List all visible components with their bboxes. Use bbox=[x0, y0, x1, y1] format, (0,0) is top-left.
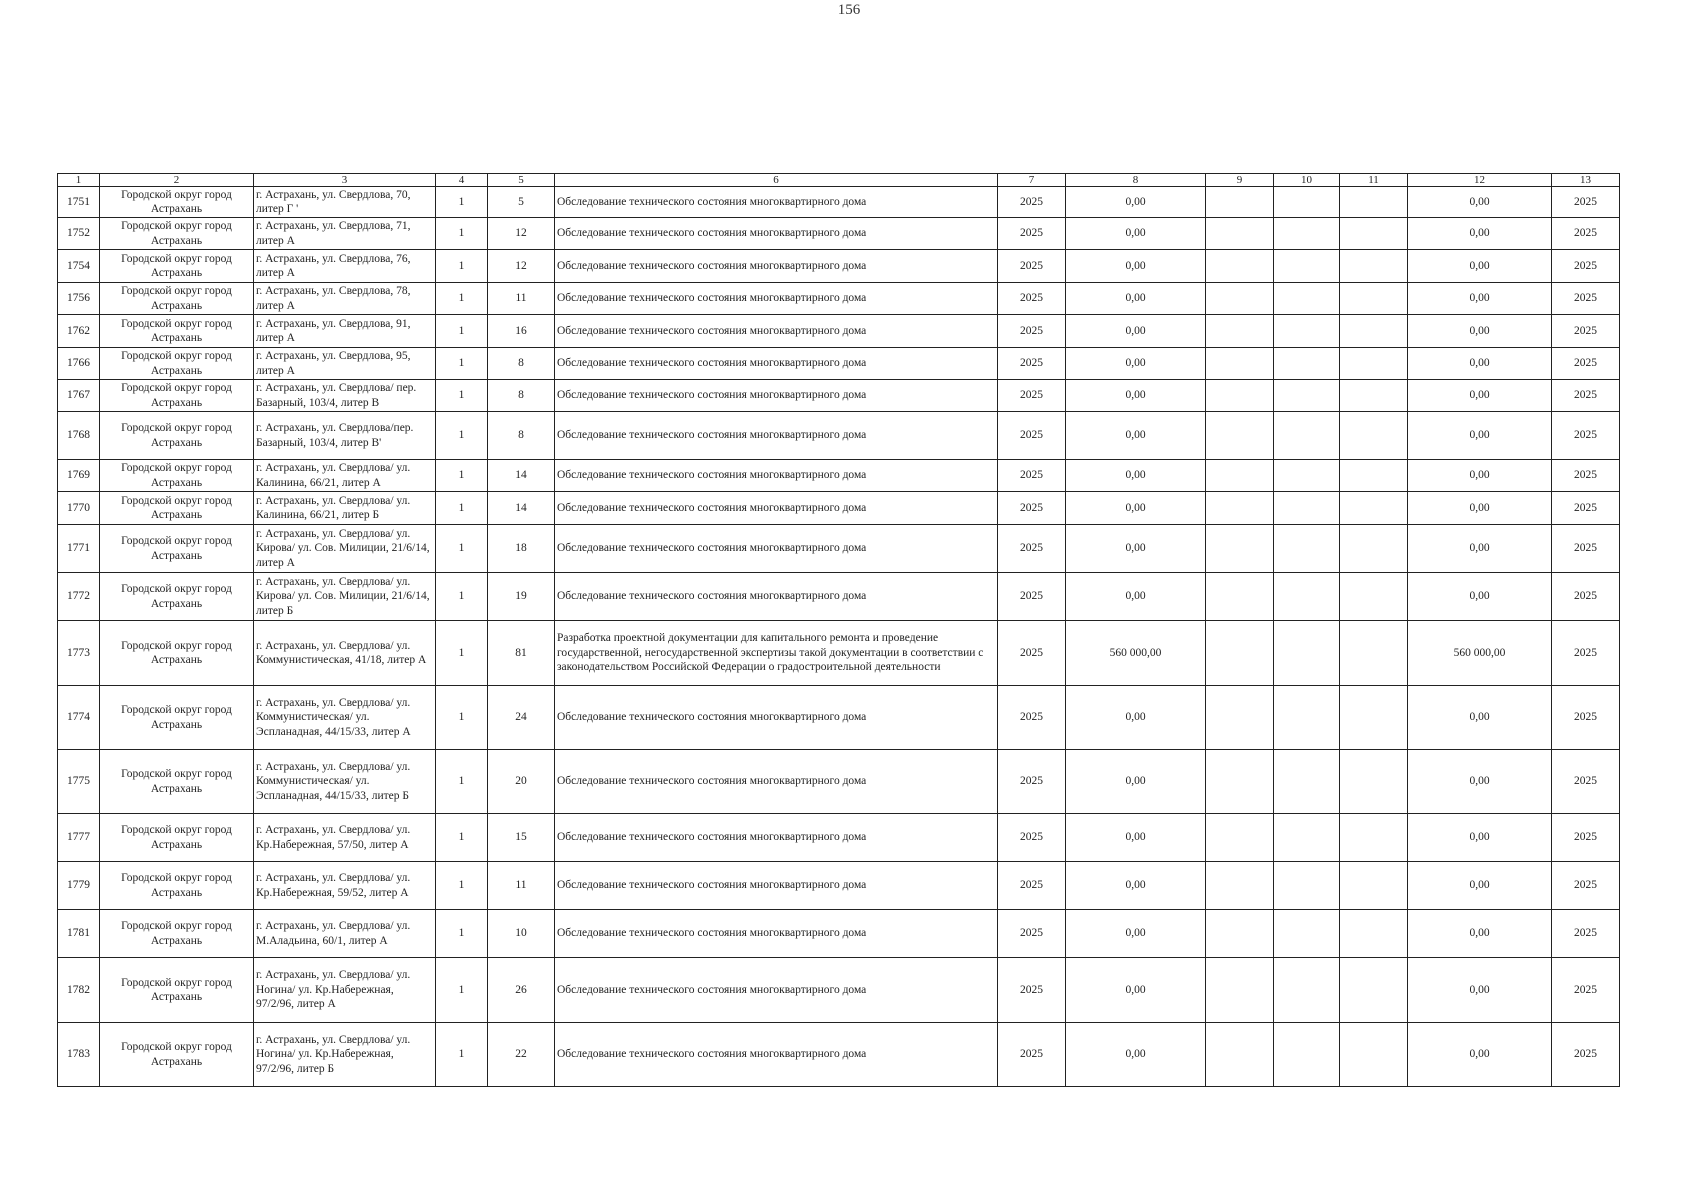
col12-cell: 0,00 bbox=[1408, 1023, 1552, 1087]
col13-cell: 2025 bbox=[1552, 380, 1620, 412]
col13-cell: 2025 bbox=[1552, 1023, 1620, 1087]
table-row bbox=[58, 814, 1620, 862]
row-number-cell: 1783 bbox=[58, 1023, 100, 1087]
row-number-cell: 1777 bbox=[58, 814, 100, 862]
table-row bbox=[58, 250, 1620, 283]
col10-cell bbox=[1274, 250, 1340, 283]
column-header-9: 9 bbox=[1206, 174, 1274, 187]
col12-cell: 560 000,00 bbox=[1408, 621, 1552, 686]
col5-cell: 20 bbox=[488, 750, 555, 814]
col13-cell: 2025 bbox=[1552, 315, 1620, 348]
col13-cell: 2025 bbox=[1552, 750, 1620, 814]
col4-cell: 1 bbox=[436, 250, 488, 283]
cost-cell: 0,00 bbox=[1066, 862, 1206, 910]
work-type-cell: Обследование технического состояния многоквартирного дома bbox=[555, 283, 998, 315]
address-cell: г. Астрахань, ул. Свердлова/ ул. Кирова/ ул. Сов. Милиции, 21/6/14, литер Б bbox=[254, 573, 436, 621]
work-type-cell: Обследование технического состояния многоквартирного дома bbox=[555, 348, 998, 380]
column-header-10: 10 bbox=[1274, 174, 1340, 187]
col9-cell bbox=[1206, 621, 1274, 686]
address-cell: г. Астрахань, ул. Свердлова, 91, литер А bbox=[254, 315, 436, 348]
col4-cell: 1 bbox=[436, 315, 488, 348]
year-cell: 2025 bbox=[998, 525, 1066, 573]
col5-cell: 14 bbox=[488, 492, 555, 525]
col12-cell: 0,00 bbox=[1408, 412, 1552, 460]
municipality-cell: Городской округ город Астрахань bbox=[100, 380, 254, 412]
col4-cell: 1 bbox=[436, 460, 488, 492]
col11-cell bbox=[1340, 250, 1408, 283]
column-header-11: 11 bbox=[1340, 174, 1408, 187]
year-cell: 2025 bbox=[998, 686, 1066, 750]
column-header-4: 4 bbox=[436, 174, 488, 187]
col9-cell bbox=[1206, 814, 1274, 862]
municipality-cell: Городской округ город Астрахань bbox=[100, 686, 254, 750]
col11-cell bbox=[1340, 525, 1408, 573]
year-cell: 2025 bbox=[998, 283, 1066, 315]
col10-cell bbox=[1274, 218, 1340, 250]
col12-cell: 0,00 bbox=[1408, 315, 1552, 348]
address-cell: г. Астрахань, ул. Свердлова/ ул. Кирова/ ул. Сов. Милиции, 21/6/14, литер А bbox=[254, 525, 436, 573]
col13-cell: 2025 bbox=[1552, 460, 1620, 492]
table-row bbox=[58, 525, 1620, 573]
row-number-cell: 1768 bbox=[58, 412, 100, 460]
work-type-cell: Обследование технического состояния многоквартирного дома bbox=[555, 250, 998, 283]
address-cell: г. Астрахань, ул. Свердлова/ ул. Кр.Набережная, 57/50, литер А bbox=[254, 814, 436, 862]
year-cell: 2025 bbox=[998, 958, 1066, 1023]
col12-cell: 0,00 bbox=[1408, 250, 1552, 283]
col5-cell: 24 bbox=[488, 686, 555, 750]
work-type-cell: Обследование технического состояния многоквартирного дома bbox=[555, 958, 998, 1023]
column-header-6: 6 bbox=[555, 174, 998, 187]
col5-cell: 26 bbox=[488, 958, 555, 1023]
col11-cell bbox=[1340, 187, 1408, 218]
cost-cell: 0,00 bbox=[1066, 380, 1206, 412]
municipality-cell: Городской округ город Астрахань bbox=[100, 492, 254, 525]
col13-cell: 2025 bbox=[1552, 621, 1620, 686]
year-cell: 2025 bbox=[998, 187, 1066, 218]
col12-cell: 0,00 bbox=[1408, 218, 1552, 250]
col9-cell bbox=[1206, 250, 1274, 283]
col4-cell: 1 bbox=[436, 218, 488, 250]
col4-cell: 1 bbox=[436, 910, 488, 958]
address-cell: г. Астрахань, ул. Свердлова, 70, литер Г ' bbox=[254, 187, 436, 218]
row-number-cell: 1775 bbox=[58, 750, 100, 814]
year-cell: 2025 bbox=[998, 621, 1066, 686]
work-type-cell: Обследование технического состояния многоквартирного дома bbox=[555, 218, 998, 250]
cost-cell: 0,00 bbox=[1066, 187, 1206, 218]
col13-cell: 2025 bbox=[1552, 348, 1620, 380]
col9-cell bbox=[1206, 525, 1274, 573]
col4-cell: 1 bbox=[436, 750, 488, 814]
col5-cell: 22 bbox=[488, 1023, 555, 1087]
address-cell: г. Астрахань, ул. Свердлова, 71, литер А bbox=[254, 218, 436, 250]
col9-cell bbox=[1206, 1023, 1274, 1087]
row-number-cell: 1756 bbox=[58, 283, 100, 315]
col12-cell: 0,00 bbox=[1408, 525, 1552, 573]
col13-cell: 2025 bbox=[1552, 862, 1620, 910]
address-cell: г. Астрахань, ул. Свердлова, 78, литер А bbox=[254, 283, 436, 315]
cost-cell: 0,00 bbox=[1066, 492, 1206, 525]
col9-cell bbox=[1206, 862, 1274, 910]
col9-cell bbox=[1206, 492, 1274, 525]
cost-cell: 0,00 bbox=[1066, 1023, 1206, 1087]
table-body bbox=[58, 187, 1620, 1087]
col13-cell: 2025 bbox=[1552, 412, 1620, 460]
col10-cell bbox=[1274, 283, 1340, 315]
col12-cell: 0,00 bbox=[1408, 492, 1552, 525]
col13-cell: 2025 bbox=[1552, 250, 1620, 283]
municipality-cell: Городской округ город Астрахань bbox=[100, 1023, 254, 1087]
col11-cell bbox=[1340, 910, 1408, 958]
col5-cell: 11 bbox=[488, 283, 555, 315]
row-number-cell: 1754 bbox=[58, 250, 100, 283]
col10-cell bbox=[1274, 348, 1340, 380]
col12-cell: 0,00 bbox=[1408, 380, 1552, 412]
year-cell: 2025 bbox=[998, 1023, 1066, 1087]
col4-cell: 1 bbox=[436, 814, 488, 862]
municipality-cell: Городской округ город Астрахань bbox=[100, 958, 254, 1023]
col11-cell bbox=[1340, 621, 1408, 686]
address-cell: г. Астрахань, ул. Свердлова/ ул. Коммунистическая, 41/18, литер А bbox=[254, 621, 436, 686]
col10-cell bbox=[1274, 412, 1340, 460]
col13-cell: 2025 bbox=[1552, 187, 1620, 218]
table-row bbox=[58, 862, 1620, 910]
col9-cell bbox=[1206, 348, 1274, 380]
cost-cell: 0,00 bbox=[1066, 412, 1206, 460]
col5-cell: 19 bbox=[488, 573, 555, 621]
year-cell: 2025 bbox=[998, 910, 1066, 958]
table-row bbox=[58, 218, 1620, 250]
municipality-cell: Городской округ город Астрахань bbox=[100, 910, 254, 958]
column-header-2: 2 bbox=[100, 174, 254, 187]
col13-cell: 2025 bbox=[1552, 218, 1620, 250]
column-header-3: 3 bbox=[254, 174, 436, 187]
row-number-cell: 1779 bbox=[58, 862, 100, 910]
col12-cell: 0,00 bbox=[1408, 686, 1552, 750]
year-cell: 2025 bbox=[998, 750, 1066, 814]
col10-cell bbox=[1274, 862, 1340, 910]
col5-cell: 14 bbox=[488, 460, 555, 492]
col11-cell bbox=[1340, 315, 1408, 348]
col11-cell bbox=[1340, 380, 1408, 412]
address-cell: г. Астрахань, ул. Свердлова/ ул. М.Аладьина, 60/1, литер А bbox=[254, 910, 436, 958]
address-cell: г. Астрахань, ул. Свердлова, 76, литер А bbox=[254, 250, 436, 283]
work-type-cell: Обследование технического состояния многоквартирного дома bbox=[555, 750, 998, 814]
col10-cell bbox=[1274, 315, 1340, 348]
col10-cell bbox=[1274, 958, 1340, 1023]
col13-cell: 2025 bbox=[1552, 525, 1620, 573]
municipality-cell: Городской округ город Астрахань bbox=[100, 750, 254, 814]
col10-cell bbox=[1274, 380, 1340, 412]
row-number-cell: 1771 bbox=[58, 525, 100, 573]
col10-cell bbox=[1274, 573, 1340, 621]
col10-cell bbox=[1274, 492, 1340, 525]
row-number-cell: 1766 bbox=[58, 348, 100, 380]
col5-cell: 12 bbox=[488, 250, 555, 283]
col9-cell bbox=[1206, 910, 1274, 958]
col4-cell: 1 bbox=[436, 1023, 488, 1087]
cost-cell: 0,00 bbox=[1066, 686, 1206, 750]
col5-cell: 11 bbox=[488, 862, 555, 910]
col4-cell: 1 bbox=[436, 525, 488, 573]
col4-cell: 1 bbox=[436, 187, 488, 218]
address-cell: г. Астрахань, ул. Свердлова/ ул. Ногина/ ул. Кр.Набережная, 97/2/96, литер Б bbox=[254, 1023, 436, 1087]
year-cell: 2025 bbox=[998, 814, 1066, 862]
municipality-cell: Городской округ город Астрахань bbox=[100, 621, 254, 686]
cost-cell: 0,00 bbox=[1066, 958, 1206, 1023]
col9-cell bbox=[1206, 958, 1274, 1023]
col4-cell: 1 bbox=[436, 573, 488, 621]
col13-cell: 2025 bbox=[1552, 686, 1620, 750]
col9-cell bbox=[1206, 315, 1274, 348]
column-header-7: 7 bbox=[998, 174, 1066, 187]
municipality-cell: Городской округ город Астрахань bbox=[100, 315, 254, 348]
year-cell: 2025 bbox=[998, 412, 1066, 460]
cost-cell: 0,00 bbox=[1066, 250, 1206, 283]
col5-cell: 8 bbox=[488, 380, 555, 412]
work-type-cell: Обследование технического состояния многоквартирного дома bbox=[555, 1023, 998, 1087]
col4-cell: 1 bbox=[436, 492, 488, 525]
cost-cell: 0,00 bbox=[1066, 460, 1206, 492]
col12-cell: 0,00 bbox=[1408, 814, 1552, 862]
col11-cell bbox=[1340, 1023, 1408, 1087]
work-type-cell: Обследование технического состояния многоквартирного дома bbox=[555, 380, 998, 412]
table-row bbox=[58, 283, 1620, 315]
col5-cell: 8 bbox=[488, 412, 555, 460]
col4-cell: 1 bbox=[436, 686, 488, 750]
table-row bbox=[58, 686, 1620, 750]
municipality-cell: Городской округ город Астрахань bbox=[100, 814, 254, 862]
table-row bbox=[58, 1023, 1620, 1087]
work-type-cell: Обследование технического состояния многоквартирного дома bbox=[555, 686, 998, 750]
work-plan-table bbox=[57, 173, 1620, 1087]
table-row bbox=[58, 315, 1620, 348]
table-row bbox=[58, 621, 1620, 686]
table-row bbox=[58, 910, 1620, 958]
col5-cell: 5 bbox=[488, 187, 555, 218]
row-number-cell: 1751 bbox=[58, 187, 100, 218]
municipality-cell: Городской округ город Астрахань bbox=[100, 218, 254, 250]
year-cell: 2025 bbox=[998, 315, 1066, 348]
col5-cell: 12 bbox=[488, 218, 555, 250]
cost-cell: 0,00 bbox=[1066, 283, 1206, 315]
work-type-cell: Обследование технического состояния многоквартирного дома bbox=[555, 492, 998, 525]
work-type-cell: Обследование технического состояния многоквартирного дома bbox=[555, 814, 998, 862]
col10-cell bbox=[1274, 460, 1340, 492]
municipality-cell: Городской округ город Астрахань bbox=[100, 412, 254, 460]
col9-cell bbox=[1206, 750, 1274, 814]
col4-cell: 1 bbox=[436, 412, 488, 460]
column-header-5: 5 bbox=[488, 174, 555, 187]
cost-cell: 0,00 bbox=[1066, 910, 1206, 958]
col10-cell bbox=[1274, 750, 1340, 814]
col13-cell: 2025 bbox=[1552, 910, 1620, 958]
cost-cell: 0,00 bbox=[1066, 348, 1206, 380]
row-number-cell: 1773 bbox=[58, 621, 100, 686]
col4-cell: 1 bbox=[436, 862, 488, 910]
col13-cell: 2025 bbox=[1552, 283, 1620, 315]
row-number-cell: 1781 bbox=[58, 910, 100, 958]
table-row bbox=[58, 460, 1620, 492]
col9-cell bbox=[1206, 283, 1274, 315]
col10-cell bbox=[1274, 525, 1340, 573]
work-type-cell: Обследование технического состояния многоквартирного дома bbox=[555, 187, 998, 218]
work-type-cell: Обследование технического состояния многоквартирного дома bbox=[555, 460, 998, 492]
table-row bbox=[58, 573, 1620, 621]
work-type-cell: Разработка проектной документации для капитального ремонта и проведение государственной, негосударственной экспертизы такой документации в соответствии с законодательством Российской Федерации о градостроительной деятельности bbox=[555, 621, 998, 686]
col10-cell bbox=[1274, 686, 1340, 750]
year-cell: 2025 bbox=[998, 218, 1066, 250]
row-number-cell: 1772 bbox=[58, 573, 100, 621]
col12-cell: 0,00 bbox=[1408, 187, 1552, 218]
municipality-cell: Городской округ город Астрахань bbox=[100, 187, 254, 218]
row-number-cell: 1782 bbox=[58, 958, 100, 1023]
col9-cell bbox=[1206, 686, 1274, 750]
col12-cell: 0,00 bbox=[1408, 750, 1552, 814]
table-row bbox=[58, 958, 1620, 1023]
cost-cell: 0,00 bbox=[1066, 315, 1206, 348]
year-cell: 2025 bbox=[998, 492, 1066, 525]
col4-cell: 1 bbox=[436, 348, 488, 380]
col10-cell bbox=[1274, 621, 1340, 686]
column-header-1: 1 bbox=[58, 174, 100, 187]
col5-cell: 8 bbox=[488, 348, 555, 380]
address-cell: г. Астрахань, ул. Свердлова/ ул. Коммунистическая/ ул. Эспланадная, 44/15/33, литер Б bbox=[254, 750, 436, 814]
table-row bbox=[58, 412, 1620, 460]
col5-cell: 81 bbox=[488, 621, 555, 686]
cost-cell: 0,00 bbox=[1066, 525, 1206, 573]
col12-cell: 0,00 bbox=[1408, 862, 1552, 910]
work-type-cell: Обследование технического состояния многоквартирного дома bbox=[555, 412, 998, 460]
cost-cell: 0,00 bbox=[1066, 218, 1206, 250]
col5-cell: 16 bbox=[488, 315, 555, 348]
work-type-cell: Обследование технического состояния многоквартирного дома bbox=[555, 862, 998, 910]
row-number-cell: 1774 bbox=[58, 686, 100, 750]
col11-cell bbox=[1340, 750, 1408, 814]
municipality-cell: Городской округ город Астрахань bbox=[100, 862, 254, 910]
col11-cell bbox=[1340, 348, 1408, 380]
row-number-cell: 1770 bbox=[58, 492, 100, 525]
col5-cell: 15 bbox=[488, 814, 555, 862]
col5-cell: 18 bbox=[488, 525, 555, 573]
municipality-cell: Городской округ город Астрахань bbox=[100, 460, 254, 492]
address-cell: г. Астрахань, ул. Свердлова/ ул. Ногина/ ул. Кр.Набережная, 97/2/96, литер А bbox=[254, 958, 436, 1023]
table-row bbox=[58, 348, 1620, 380]
year-cell: 2025 bbox=[998, 348, 1066, 380]
address-cell: г. Астрахань, ул. Свердлова, 95, литер А bbox=[254, 348, 436, 380]
work-type-cell: Обследование технического состояния многоквартирного дома bbox=[555, 910, 998, 958]
col11-cell bbox=[1340, 958, 1408, 1023]
municipality-cell: Городской округ город Астрахань bbox=[100, 525, 254, 573]
row-number-cell: 1752 bbox=[58, 218, 100, 250]
col10-cell bbox=[1274, 910, 1340, 958]
col11-cell bbox=[1340, 686, 1408, 750]
municipality-cell: Городской округ город Астрахань bbox=[100, 283, 254, 315]
col12-cell: 0,00 bbox=[1408, 958, 1552, 1023]
col11-cell bbox=[1340, 283, 1408, 315]
work-type-cell: Обследование технического состояния многоквартирного дома bbox=[555, 573, 998, 621]
col10-cell bbox=[1274, 814, 1340, 862]
col12-cell: 0,00 bbox=[1408, 910, 1552, 958]
col11-cell bbox=[1340, 460, 1408, 492]
col4-cell: 1 bbox=[436, 380, 488, 412]
column-number-header bbox=[58, 174, 1620, 187]
table-row bbox=[58, 492, 1620, 525]
col9-cell bbox=[1206, 187, 1274, 218]
column-header-13: 13 bbox=[1552, 174, 1620, 187]
year-cell: 2025 bbox=[998, 250, 1066, 283]
year-cell: 2025 bbox=[998, 380, 1066, 412]
col13-cell: 2025 bbox=[1552, 814, 1620, 862]
year-cell: 2025 bbox=[998, 573, 1066, 621]
col11-cell bbox=[1340, 573, 1408, 621]
col4-cell: 1 bbox=[436, 283, 488, 315]
address-cell: г. Астрахань, ул. Свердлова/ ул. Коммунистическая/ ул. Эспланадная, 44/15/33, литер А bbox=[254, 686, 436, 750]
table-row bbox=[58, 750, 1620, 814]
municipality-cell: Городской округ город Астрахань bbox=[100, 573, 254, 621]
municipality-cell: Городской округ город Астрахань bbox=[100, 348, 254, 380]
year-cell: 2025 bbox=[998, 460, 1066, 492]
address-cell: г. Астрахань, ул. Свердлова/ ул. Калинина, 66/21, литер А bbox=[254, 460, 436, 492]
table-row bbox=[58, 187, 1620, 218]
cost-cell: 0,00 bbox=[1066, 573, 1206, 621]
col4-cell: 1 bbox=[436, 958, 488, 1023]
cost-cell: 0,00 bbox=[1066, 750, 1206, 814]
col13-cell: 2025 bbox=[1552, 958, 1620, 1023]
col5-cell: 10 bbox=[488, 910, 555, 958]
col9-cell bbox=[1206, 573, 1274, 621]
column-header-8: 8 bbox=[1066, 174, 1206, 187]
col9-cell bbox=[1206, 218, 1274, 250]
municipality-cell: Городской округ город Астрахань bbox=[100, 250, 254, 283]
table-row bbox=[58, 380, 1620, 412]
col12-cell: 0,00 bbox=[1408, 348, 1552, 380]
col13-cell: 2025 bbox=[1552, 573, 1620, 621]
address-cell: г. Астрахань, ул. Свердлова/ ул. Кр.Набережная, 59/52, литер А bbox=[254, 862, 436, 910]
row-number-cell: 1767 bbox=[58, 380, 100, 412]
col13-cell: 2025 bbox=[1552, 492, 1620, 525]
col4-cell: 1 bbox=[436, 621, 488, 686]
work-type-cell: Обследование технического состояния многоквартирного дома bbox=[555, 315, 998, 348]
address-cell: г. Астрахань, ул. Свердлова/ пер. Базарный, 103/4, литер В bbox=[254, 380, 436, 412]
row-number-cell: 1762 bbox=[58, 315, 100, 348]
column-header-12: 12 bbox=[1408, 174, 1552, 187]
year-cell: 2025 bbox=[998, 862, 1066, 910]
work-type-cell: Обследование технического состояния многоквартирного дома bbox=[555, 525, 998, 573]
col9-cell bbox=[1206, 412, 1274, 460]
col11-cell bbox=[1340, 492, 1408, 525]
row-number-cell: 1769 bbox=[58, 460, 100, 492]
col11-cell bbox=[1340, 862, 1408, 910]
col11-cell bbox=[1340, 814, 1408, 862]
cost-cell: 0,00 bbox=[1066, 814, 1206, 862]
col10-cell bbox=[1274, 1023, 1340, 1087]
page-number: 156 bbox=[837, 2, 861, 18]
col12-cell: 0,00 bbox=[1408, 573, 1552, 621]
col11-cell bbox=[1340, 218, 1408, 250]
address-cell: г. Астрахань, ул. Свердлова/ ул. Калинина, 66/21, литер Б bbox=[254, 492, 436, 525]
col12-cell: 0,00 bbox=[1408, 460, 1552, 492]
col9-cell bbox=[1206, 380, 1274, 412]
address-cell: г. Астрахань, ул. Свердлова/пер. Базарный, 103/4, литер В' bbox=[254, 412, 436, 460]
col9-cell bbox=[1206, 460, 1274, 492]
col11-cell bbox=[1340, 412, 1408, 460]
cost-cell: 560 000,00 bbox=[1066, 621, 1206, 686]
col10-cell bbox=[1274, 187, 1340, 218]
col12-cell: 0,00 bbox=[1408, 283, 1552, 315]
